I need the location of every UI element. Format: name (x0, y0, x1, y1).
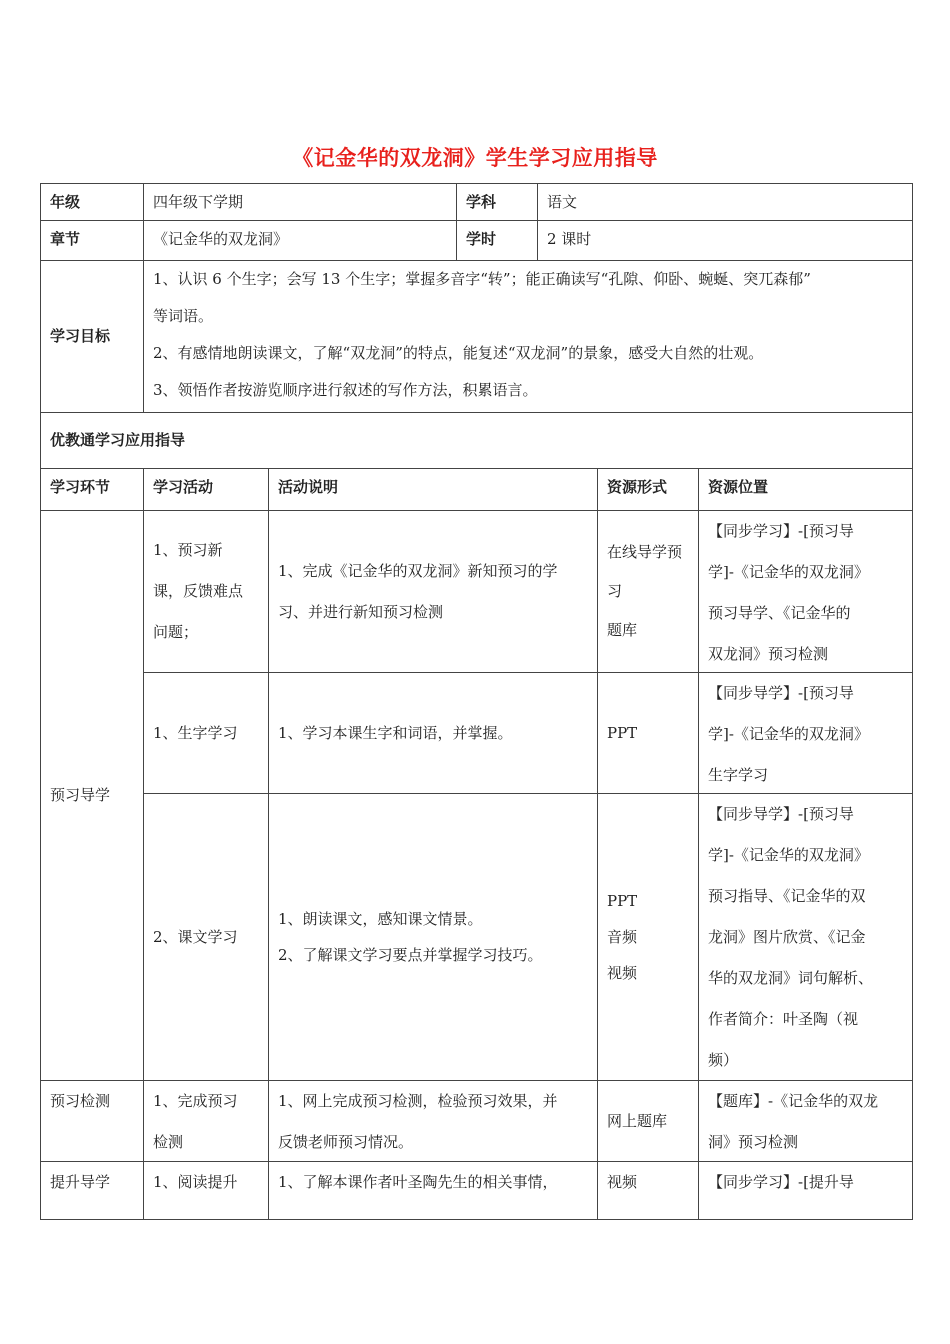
header-resource-location: 资源位置 (698, 468, 913, 511)
subject-value: 语文 (537, 183, 913, 221)
description-cell: 1、学习本课生字和词语，并掌握。 (268, 672, 598, 794)
header-activity: 学习活动 (143, 468, 269, 511)
resource-form-cell: PPT (597, 672, 699, 794)
resource-form-cell: 在线导学预 习 题库 (597, 510, 699, 673)
section-heading: 优教通学习应用指导 (40, 412, 913, 469)
resource-form-cell: 视频 (597, 1161, 699, 1220)
activity-cell: 1、预习新 课，反馈难点 问题； (143, 510, 269, 673)
activity-cell: 2、课文学习 (143, 793, 269, 1081)
header-stage: 学习环节 (40, 468, 144, 511)
activity-cell: 1、完成预习 检测 (143, 1080, 269, 1162)
stage-improve: 提升导学 (40, 1161, 144, 1220)
goals-label: 学习目标 (40, 260, 144, 413)
description-cell: 1、朗读课文，感知课文情景。 2、了解课文学习要点并掌握学习技巧。 (268, 793, 598, 1081)
hours-label: 学时 (456, 220, 538, 261)
subject-label: 学科 (456, 183, 538, 221)
resource-location-cell: 【同步学习】-[预习导 学]-《记金华的双龙洞》 预习导学、《记金华的 双龙洞》预习检测 (698, 510, 913, 673)
stage-check: 预习检测 (40, 1080, 144, 1162)
grade-label: 年级 (40, 183, 144, 221)
resource-location-cell: 【同步导学】-[预习导 学]-《记金华的双龙洞》 生字学习 (698, 672, 913, 794)
header-description: 活动说明 (268, 468, 598, 511)
goal-line-3: 2、有感情地朗读课文，了解“双龙洞”的特点，能复述“双龙洞”的景象，感受大自然的壮观。 (153, 344, 764, 362)
resource-form-cell: 网上题库 (597, 1080, 699, 1162)
resource-location-cell: 【同步学习】-[提升导 (698, 1161, 913, 1220)
chapter-value: 《记金华的双龙洞》 (143, 220, 457, 261)
grade-value: 四年级下学期 (143, 183, 457, 221)
chapter-label: 章节 (40, 220, 144, 261)
resource-location-cell: 【题库】-《记金华的双龙 洞》预习检测 (698, 1080, 913, 1162)
header-resource-form: 资源形式 (597, 468, 699, 511)
description-cell: 1、完成《记金华的双龙洞》新知预习的学 习、并进行新知预习检测 (268, 510, 598, 673)
description-cell: 1、了解本课作者叶圣陶先生的相关事情， (268, 1161, 598, 1220)
goals-content (143, 260, 913, 413)
description-cell: 1、网上完成预习检测，检验预习效果，并 反馈老师预习情况。 (268, 1080, 598, 1162)
stage-preview: 预习导学 (40, 510, 144, 1081)
resource-location-cell: 【同步导学】-[预习导 学]-《记金华的双龙洞》 预习指导、《记金华的双 龙洞》图片欣赏、《记金 华的双龙洞》词句解析、 作者简介：叶圣陶（视 频） (698, 793, 913, 1081)
goal-line-1: 1、认识 6 个生字；会写 13 个生字；掌握多音字“转”；能正确读写“孔隙、仰卧、蜿蜒、突兀森郁” (153, 270, 811, 288)
resource-form-cell: PPT 音频 视频 (597, 793, 699, 1081)
activity-cell: 1、生字学习 (143, 672, 269, 794)
hours-value: 2 课时 (537, 220, 913, 261)
document-title: 《记金华的双龙洞》学生学习应用指导 (292, 146, 658, 170)
activity-cell: 1、阅读提升 (143, 1161, 269, 1220)
goal-line-4: 3、领悟作者按游览顺序进行叙述的写作方法，积累语言。 (153, 381, 538, 399)
goal-line-2: 等词语。 (153, 307, 214, 325)
